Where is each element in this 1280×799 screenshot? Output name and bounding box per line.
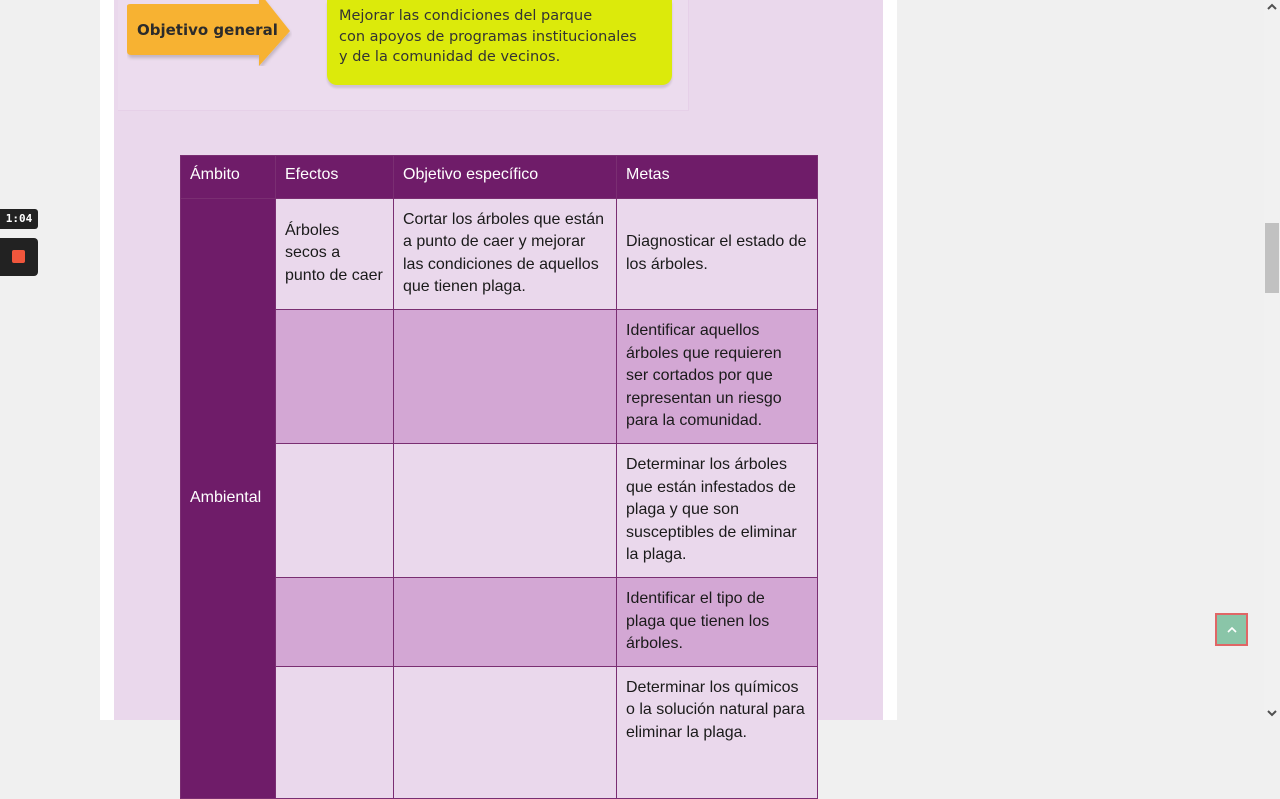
efectos-cell (276, 666, 394, 798)
meta-cell: Identificar aquellos árboles que requieren ser cortados por que representan un riesgo para la comunidad. (617, 309, 818, 443)
objetivo-cell: Cortar los árboles que están a punto de caer y mejorar las condiciones de aquellos que tienen plaga. (394, 198, 617, 309)
table-row (181, 309, 818, 443)
meta-cell: Determinar los químicos o la solución natural para eliminar la plaga. (617, 666, 818, 798)
back-to-top-button[interactable] (1215, 613, 1248, 646)
stop-recording-button[interactable] (0, 238, 38, 276)
objective-general-box (327, 0, 672, 85)
table-row (181, 666, 818, 798)
objective-general-text (339, 6, 669, 68)
objective-text-line: con apoyos de programas institucionales (339, 28, 637, 45)
meta-cell: Diagnosticar el estado de los árboles. (617, 198, 818, 309)
table-header-row (181, 156, 818, 199)
header-ambito: Ámbito (181, 156, 276, 199)
chevron-up-icon (1227, 626, 1237, 634)
efectos-cell: Árboles secos a punto de caer (276, 198, 394, 309)
efectos-cell (276, 309, 394, 443)
table-row (181, 443, 818, 577)
meta-cell: Identificar el tipo de plaga que tienen los árboles. (617, 577, 818, 666)
header-efectos: Efectos (276, 156, 394, 199)
recording-timer: 1:04 (0, 209, 38, 229)
table-row (181, 198, 818, 309)
objective-general-label: Objetivo general (137, 21, 278, 39)
scroll-down-arrow-icon[interactable] (1266, 706, 1278, 718)
objetivo-cell (394, 577, 617, 666)
stop-icon (12, 250, 25, 263)
objetivo-cell (394, 666, 617, 798)
header-objetivo: Objetivo específico (394, 156, 617, 199)
scrollbar-track[interactable] (1264, 0, 1280, 720)
scroll-up-arrow-icon[interactable] (1266, 0, 1278, 12)
table-row (181, 577, 818, 666)
meta-cell: Determinar los árboles que están infestados de plaga y que son susceptibles de eliminar la plaga. (617, 443, 818, 577)
efectos-cell (276, 443, 394, 577)
objective-text-line: Mejorar las condiciones del parque (339, 8, 593, 24)
header-metas: Metas (617, 156, 818, 199)
objective-text-line: y de la comunidad de vecinos. (339, 49, 561, 65)
objetivo-cell (394, 443, 617, 577)
scrollbar-thumb[interactable] (1265, 223, 1279, 293)
objetivo-cell (394, 309, 617, 443)
goals-table (180, 155, 818, 799)
efectos-cell (276, 577, 394, 666)
ambito-cell: Ambiental (181, 198, 276, 798)
objective-general-arrow (127, 0, 292, 66)
